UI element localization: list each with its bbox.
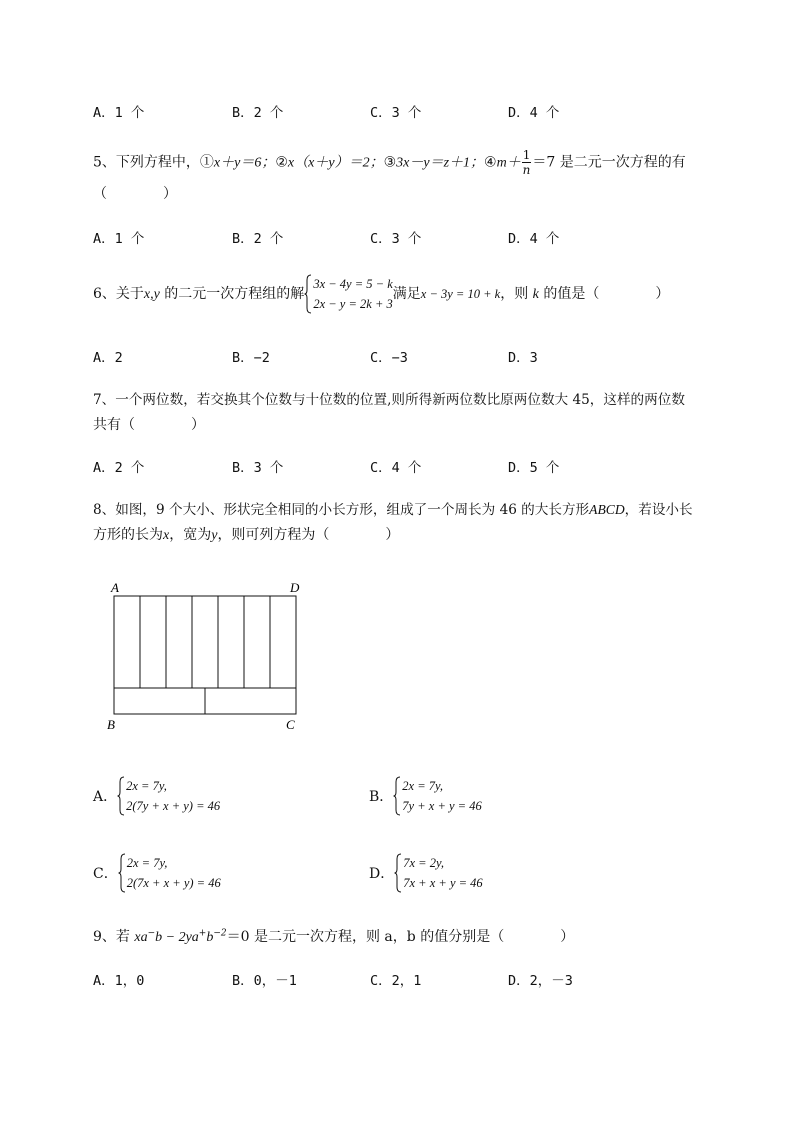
q8-option-d-system xyxy=(394,853,482,893)
q8-line-2-a: 方形的长为 xyxy=(93,527,163,543)
q4-option-b: B．2 个 xyxy=(232,105,284,121)
q8-line-1-b: ，若设小长 xyxy=(624,502,693,518)
q6-system-eq-1: 3x − 4y = 5 − k xyxy=(313,277,393,291)
q8-line-2 xyxy=(93,524,399,544)
figure-label-b: B xyxy=(107,717,115,732)
q9-sup-2: + xyxy=(198,928,207,939)
q6-tail-2: 的值是（ ） xyxy=(538,286,670,302)
q6-option-b: B．−2 xyxy=(232,350,270,366)
q4-option-c: C．3 个 xyxy=(370,105,422,121)
q6-condition: x − 3y = 10 + k xyxy=(420,287,501,301)
q5-eq-3: 3x－y＝z＋1； xyxy=(396,155,485,171)
q5-mark-1: ① xyxy=(199,154,214,171)
q5-options xyxy=(93,227,693,249)
q9-term-2: b xyxy=(155,930,163,945)
q6-option-d: D．3 xyxy=(508,350,538,366)
q9-option-c: C．2，1 xyxy=(370,973,422,989)
q8-option-b-system xyxy=(393,776,481,816)
q8-option-a-label: A． xyxy=(93,789,118,805)
q5-fraction xyxy=(522,148,532,177)
q8-line-2-c: ，则可列方程为（ ） xyxy=(217,527,400,543)
q9-option-a: A．1，0 xyxy=(93,973,145,989)
q5-option-c: C．3 个 xyxy=(370,231,422,247)
q8-line-1 xyxy=(93,498,693,518)
q7-option-d: D．5 个 xyxy=(508,460,560,476)
q8-option-b-label: B． xyxy=(369,789,394,805)
q8-option-c-label: C． xyxy=(93,866,118,882)
q7-line-1: 7、一个两位数，若交换其个位数与十位数的位置,则所得新两位数比原两位数大 45，这样的两位数 xyxy=(93,392,685,408)
q8-abcd: ABCD xyxy=(589,502,625,517)
q5-option-a: A．1 个 xyxy=(93,231,145,247)
q5-frac-num: 1 xyxy=(522,148,531,162)
q9-term-1: xa xyxy=(134,930,148,945)
q8-option-c-eq-2: 2(7x + x + y) = 46 xyxy=(126,876,221,890)
q8-x: x xyxy=(163,528,170,543)
q8-option-c-eq-1: 2x = 7y, xyxy=(126,856,168,870)
q6-vars: x,y xyxy=(143,287,160,302)
q8-option-b xyxy=(369,776,482,816)
q8-line-1-a: 8、如图，9 个大小、形状完全相同的小长方形，组成了一个周长为 46 的大长方形 xyxy=(93,502,590,518)
q6-lead: 6、关于 xyxy=(93,286,144,302)
q8-y: y xyxy=(211,528,218,543)
q6-options xyxy=(93,346,693,368)
brace-icon xyxy=(394,853,402,893)
q5-eq-4-m: m＋ xyxy=(496,155,521,171)
q8-option-a-eq-1: 2x = 7y, xyxy=(126,779,167,793)
q7-options xyxy=(93,456,693,478)
q5-mark-2: ② xyxy=(275,154,288,171)
q9-sup-1: − xyxy=(147,928,156,939)
q4-option-a: A．1 个 xyxy=(93,105,145,121)
q5-eq-1: x＋y＝6； xyxy=(213,155,276,171)
q8-option-c-system xyxy=(118,853,221,893)
q8-option-b-eq-1: 2x = 7y, xyxy=(402,779,444,793)
q6-tail-1: ，则 xyxy=(500,286,533,302)
q9-tail: ＝0 是二元一次方程，则 a，b 的值分别是（ ） xyxy=(226,929,575,945)
q5-paren: （ ） xyxy=(93,186,177,202)
q6-system-eq-2: 2x − y = 2k + 3 xyxy=(313,297,393,311)
q5-lead: 5、下列方程中， xyxy=(93,154,200,171)
q7-option-c: C．4 个 xyxy=(370,460,422,476)
brace-icon xyxy=(118,853,126,893)
q9-term-3: − 2ya xyxy=(162,930,199,945)
q4-option-d: D．4 个 xyxy=(508,105,560,121)
q8-option-a-eq-2: 2(7y + x + y) = 46 xyxy=(126,799,221,813)
q9-option-d: D．2，－3 xyxy=(508,973,573,989)
q5-eq-4-rest: ＝7 是二元一次方程的有 xyxy=(532,154,686,171)
q8-figure xyxy=(100,578,310,736)
figure-label-c: C xyxy=(286,717,295,732)
brace-icon xyxy=(117,776,125,816)
brace-icon xyxy=(393,776,401,816)
brace-icon xyxy=(304,274,312,314)
q5-option-d: D．4 个 xyxy=(508,231,560,247)
q5-mark-3: ③ xyxy=(383,154,397,171)
q8-option-d-label: D． xyxy=(369,866,395,882)
q6-mid: 的二元一次方程组的解 xyxy=(159,286,305,302)
figure-label-a: A xyxy=(111,580,119,595)
q8-option-b-eq-2: 7y + x + y = 46 xyxy=(402,799,482,813)
q9-lead: 9、若 xyxy=(93,929,135,945)
q7-line-2: 共有（ ） xyxy=(93,417,205,433)
q9-stem xyxy=(93,926,574,946)
q5-eq-2: x（x＋y）＝2； xyxy=(287,155,384,171)
q7-option-b: B．3 个 xyxy=(232,460,284,476)
q8-option-d xyxy=(369,853,483,893)
q6-system xyxy=(304,274,392,314)
q8-option-d-eq-2: 7x + x + y = 46 xyxy=(403,876,483,890)
q8-option-c xyxy=(93,853,221,893)
q4-options xyxy=(93,101,693,123)
q8-option-a-system xyxy=(117,776,220,816)
q6-stem xyxy=(93,274,669,314)
q6-cond-lead: 满足 xyxy=(392,286,421,302)
q7-option-a: A．2 个 xyxy=(93,460,145,476)
q8-line-2-b: ，宽为 xyxy=(169,527,212,543)
q5-stem xyxy=(93,148,686,177)
q5-option-b: B．2 个 xyxy=(232,231,284,247)
q9-sup-3: −2 xyxy=(213,928,227,939)
q5-mark-4: ④ xyxy=(484,154,497,171)
q8-option-a xyxy=(93,776,220,816)
q6-option-a: A．2 xyxy=(93,350,123,366)
figure-label-d: D xyxy=(290,580,300,595)
q9-options xyxy=(93,969,693,991)
q5-frac-den: n xyxy=(522,163,531,177)
q8-option-d-eq-1: 7x = 2y, xyxy=(403,856,444,870)
q9-option-b: B．0，－1 xyxy=(232,973,297,989)
q6-option-c: C．−3 xyxy=(370,350,408,366)
q6-k: k xyxy=(532,287,539,302)
q9-term-4: b xyxy=(206,930,214,945)
